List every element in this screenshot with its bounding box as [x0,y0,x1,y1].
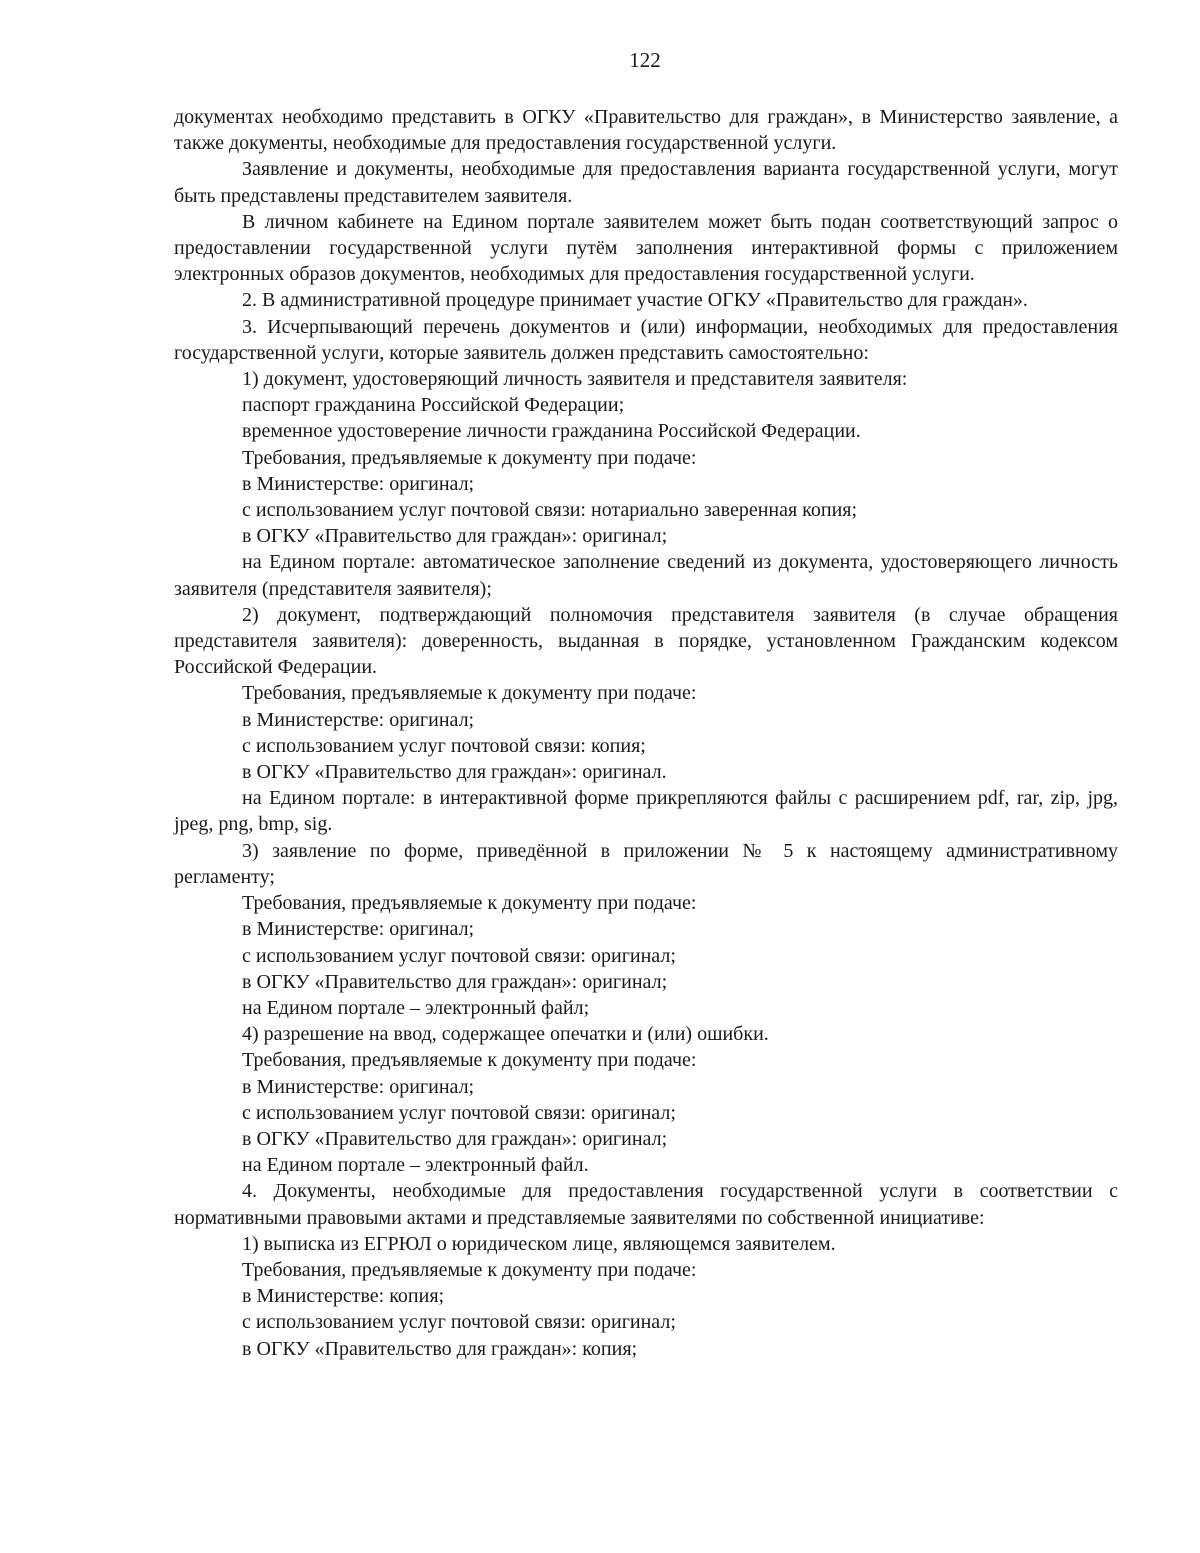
list-item: Требования, предъявляемые к документу при подаче: [242,446,697,469]
paragraph: на Едином портале: в интерактивной форме прикрепляются файлы с расширением pdf, rar, zip, jpg, jpeg, png, bmp, sig. [174,787,1118,836]
list-item: в Министерстве: оригинал; [242,918,475,941]
page-number: 122 [629,48,661,72]
list-item: 1) документ, удостоверяющий личность заявителя и представителя заявителя: [242,368,908,391]
list-item: Требования, предъявляемые к документу при подаче: [242,1049,697,1072]
list-item: с использованием услуг почтовой связи: оригинал; [242,1311,676,1334]
list-item: с использованием услуг почтовой связи: нотариально заверенная копия; [242,499,858,522]
list-item: в ОГКУ «Правительство для граждан»: оригинал; [242,1127,668,1150]
paragraph: Заявление и документы, необходимые для предоставления варианта государственной услуги, могут быть представлены представителем заявителя. [174,158,1118,207]
list-item: Требования, предъявляемые к документу при подаче: [242,682,697,705]
list-item: с использованием услуг почтовой связи: оригинал; [242,944,676,967]
paragraph: 3) заявление по форме, приведённой в приложении № 5 к настоящему административному регламенту; [174,839,1118,888]
document-body [174,104,1118,1362]
paragraph: В личном кабинете на Едином портале заявителем может быть подан соответствующий запрос о предоставлении государственной услуги путём заполнения интерактивной формы с приложением электронных образов документов, необходимых для предоставления государственной услуги. [174,210,1118,286]
paragraph: 2. В административной процедуре принимает участие ОГКУ «Правительство для граждан». [242,289,1028,312]
list-item: с использованием услуг почтовой связи: оригинал; [242,1101,676,1124]
list-item: в Министерстве: копия; [242,1285,445,1308]
list-item: Требования, предъявляемые к документу при подаче: [242,1258,697,1281]
list-item: в Министерстве: оригинал; [242,708,475,731]
paragraph: на Едином портале: автоматическое заполнение сведений из документа, удостоверяющего личность заявителя (представителя заявителя); [174,551,1118,600]
list-item: паспорт гражданина Российской Федерации; [242,394,625,417]
list-item: в ОГКУ «Правительство для граждан»: оригинал; [242,970,668,993]
paragraph: 2) документ, подтверждающий полномочия представителя заявителя (в случае обращения представителя заявителя): доверенность, выданная в порядке, установленном Гражданским кодексом Российской Федерации. [174,603,1118,679]
list-item: в Министерстве: оригинал; [242,1075,475,1098]
list-item: Требования, предъявляемые к документу при подаче: [242,892,697,915]
list-item: в ОГКУ «Правительство для граждан»: оригинал; [242,525,668,548]
list-item: на Едином портале – электронный файл. [242,1154,589,1177]
paragraph: 4. Документы, необходимые для предоставления государственной услуги в соответствии с нормативными правовыми актами и представляемые заявителями по собственной инициативе: [174,1180,1118,1229]
list-item: с использованием услуг почтовой связи: копия; [242,734,646,757]
paragraph: документах необходимо представить в ОГКУ «Правительство для граждан», в Министерство заявление, а также документы, необходимые для предоставления государственной услуги. [174,106,1118,155]
list-item: в Министерстве: оригинал; [242,472,475,495]
paragraph: 3. Исчерпывающий перечень документов и (или) информации, необходимых для предоставления государственной услуги, которые заявитель должен представить самостоятельно: [174,315,1118,364]
list-item: временное удостоверение личности гражданина Российской Федерации. [242,420,861,443]
list-item: 1) выписка из ЕГРЮЛ о юридическом лице, являющемся заявителем. [242,1232,836,1255]
list-item: на Едином портале – электронный файл; [242,996,590,1019]
list-item: в ОГКУ «Правительство для граждан»: копия; [242,1337,638,1360]
list-item: в ОГКУ «Правительство для граждан»: оригинал. [242,761,667,784]
list-item: 4) разрешение на ввод, содержащее опечатки и (или) ошибки. [242,1023,769,1046]
